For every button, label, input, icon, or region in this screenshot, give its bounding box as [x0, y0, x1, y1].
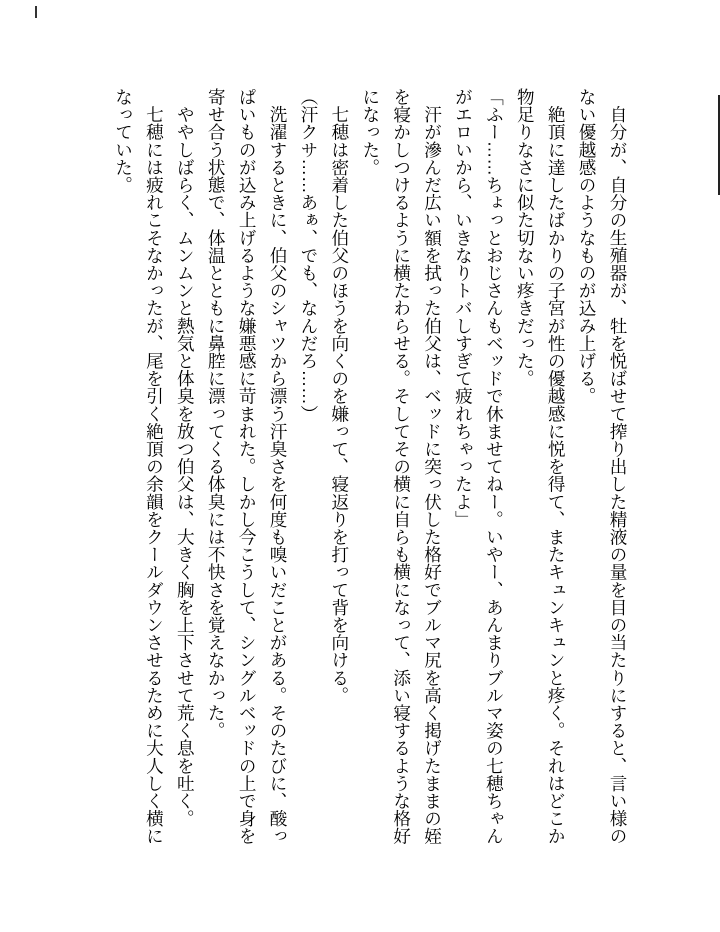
- novel-line: 汗が滲んだ広い額を拭った伯父は、ベッドに突っ伏した格好でブルマ尻を高く掲げたままの姪: [422, 88, 443, 845]
- novel-line: ない優越感のようなものが込み上げる。: [577, 88, 598, 405]
- novel-line: なっていた。: [113, 88, 134, 194]
- novel-line: （汗クサ……あぁ、でも、なんだろ……）: [298, 88, 319, 423]
- novel-line: ややしばらく、ムンムンと熱気と体臭を放つ伯父は、大きく胸を上下させて荒く息を吐く。: [175, 88, 196, 828]
- novel-line: 七穂には疲れこそなかったが、尾を引く絶頂の余韻をクールダウンさせるために大人しく横に: [144, 88, 165, 845]
- novel-line: 七穂は密着した伯父のほうを向くのを嫌って、寝返りを打って背を向ける。: [329, 88, 350, 704]
- novel-line: 物足りなさに似た切ない疼きだった。: [515, 88, 536, 388]
- vertical-text-block: [108, 88, 633, 850]
- novel-line: 「ふー……ちょっとおじさんもベッドで休ませてねー。いやー、あんまりブルマ姿の七穂ちゃん: [484, 88, 505, 845]
- novel-line: になった。: [360, 88, 381, 176]
- novel-line: を寝かしつけるように横たわらせる。そしてその横に自らも横になって、添い寝するような格好: [391, 88, 412, 845]
- novel-line: がエロいから、いきなりトバしすぎて疲れちゃったよ」: [453, 88, 474, 528]
- novel-line: 自分が、自分の生殖器が、牡を悦ばせて搾り出した精液の量を目の当たりにすると、言い様の: [608, 88, 628, 845]
- page-marker: [35, 6, 37, 18]
- novel-line: ぱいものが込み上げるような嫌悪感に苛まれた。しかし今こうして、シングルベッドの上で身を: [237, 88, 258, 845]
- novel-line: 絶頂に達したばかりの子宮が性の優越感に悦を得て、またキュンキュンと疼く。それはどこか: [546, 88, 567, 845]
- novel-line: 洗濯するときに、伯父のシャツから漂う汗臭さを何度も嗅いだことがある。そのたびに、酸っ: [268, 88, 289, 845]
- novel-line: 寄せ合う状態で、体温とともに鼻腔に漂ってくる体臭には不快さを覚えなかった。: [206, 88, 227, 740]
